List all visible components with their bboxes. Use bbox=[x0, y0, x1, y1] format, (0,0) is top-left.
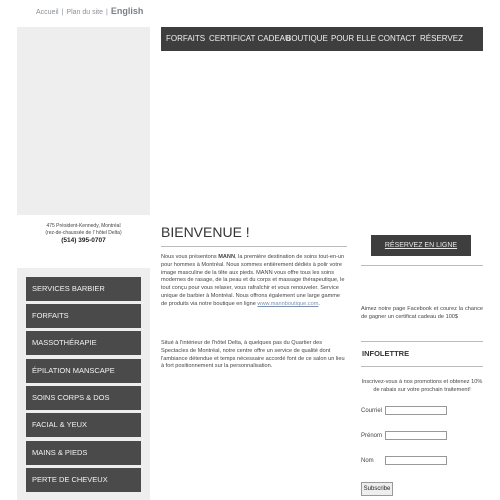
top-links bbox=[36, 6, 143, 16]
hero-banner bbox=[161, 53, 483, 216]
nav-certificat-cadeau[interactable]: CERTIFICAT CADEAU bbox=[209, 34, 291, 43]
firstname-field[interactable] bbox=[385, 431, 447, 440]
boutique-link[interactable]: www.mannboutique.com bbox=[257, 300, 319, 307]
side-menu-item-perte-de-cheveux[interactable]: PERTE DE CHEVEUX bbox=[26, 468, 141, 492]
email-label: Courriel bbox=[361, 408, 383, 414]
subscribe-button[interactable]: Subscribe bbox=[361, 482, 393, 496]
side-menu-item-mains-pieds[interactable]: MAINS & PIEDS bbox=[26, 441, 141, 465]
separator: | bbox=[61, 9, 64, 16]
address-block bbox=[17, 223, 150, 244]
logo-banner bbox=[17, 27, 150, 215]
side-menu-item-epilation-manscape[interactable]: ÉPILATION MANSCAPE bbox=[26, 359, 141, 383]
phone-number: (514) 395-0707 bbox=[61, 237, 106, 244]
lastname-label: Nom bbox=[361, 458, 374, 464]
nav-reservez[interactable]: RÉSERVEZ bbox=[420, 34, 463, 43]
nav-pour-elle[interactable]: POUR ELLE bbox=[331, 34, 376, 43]
sitemap-link[interactable]: Plan du site bbox=[66, 9, 103, 16]
page-title: BIENVENUE ! bbox=[161, 224, 250, 240]
side-menu-item-massotherapie[interactable]: MASSOTHÉRAPIE bbox=[26, 331, 141, 355]
firstname-label: Prénom bbox=[361, 433, 383, 439]
newsletter-heading: INFOLETTRE bbox=[362, 349, 410, 358]
divider bbox=[361, 265, 483, 266]
side-menu-item-services-barbier[interactable]: SERVICES BARBIER bbox=[26, 277, 141, 301]
nav-boutique[interactable]: BOUTIQUE bbox=[286, 34, 328, 43]
side-menu-item-forfaits[interactable]: FORFAITS bbox=[26, 304, 141, 328]
intro-text: . bbox=[318, 300, 320, 307]
reserve-online-button[interactable]: RÉSERVEZ EN LIGNE bbox=[371, 235, 471, 256]
side-menu-item-facial-yeux[interactable]: FACIAL & YEUX bbox=[26, 413, 141, 437]
side-menu bbox=[17, 268, 150, 500]
home-link[interactable]: Accueil bbox=[36, 9, 59, 16]
intro-paragraph bbox=[161, 254, 347, 309]
newsletter-description: Inscrivez-vous à nos promotions et obtenez 10% de rabais sur votre prochain traitement! bbox=[361, 379, 483, 393]
address-line: 475 Président-Kennedy, Montréal bbox=[46, 223, 121, 229]
email-field[interactable] bbox=[385, 406, 447, 415]
location-paragraph: Situé à l'intérieur de l'hôtel Delta, à quelques pas du Quartier des Spectacles de Montréal, notre centre offre un service de qualité dont l'ambiance détendue et temps nécessaire accordé font de ce salon un lieu à fort positionnement sur la personnalisation. bbox=[161, 340, 345, 370]
intro-text: Nous vous présentons bbox=[161, 254, 219, 260]
english-link[interactable]: English bbox=[110, 6, 144, 16]
top-nav bbox=[161, 27, 483, 51]
separator: | bbox=[106, 9, 108, 16]
divider bbox=[161, 246, 347, 247]
side-menu-item-soins-corps-dos[interactable]: SOINS CORPS & DOS bbox=[26, 386, 141, 410]
lastname-field[interactable] bbox=[385, 456, 447, 465]
address-line: (rez-de-chaussée de l' hôtel Delta) bbox=[45, 230, 122, 236]
facebook-promo-text: Aimez notre page Facebook et courez la chance de gagner un certificat cadeau de 100$ bbox=[361, 306, 483, 320]
intro-text: , la première destination de soins tout-en-un pour hommes à Montréal. Nous sommes entièrement dédiés à polir votre image masculine de la tête aux pieds. MANN vous offre tous les soins modernes de rasage, de la peau et du corps et massage thérapeutique, le tout conçu pour vous relaxer, vous rafraîchir et vous renouveler. Service unique de barbier à Montréal. Nous offrons également une large gamme de produits via notre boutique en ligne bbox=[161, 254, 345, 307]
nav-forfaits[interactable]: FORFAITS bbox=[166, 34, 206, 43]
brand-name: MANN bbox=[218, 254, 235, 260]
nav-contact[interactable]: CONTACT bbox=[378, 34, 417, 43]
divider bbox=[361, 341, 483, 342]
divider bbox=[361, 366, 483, 367]
